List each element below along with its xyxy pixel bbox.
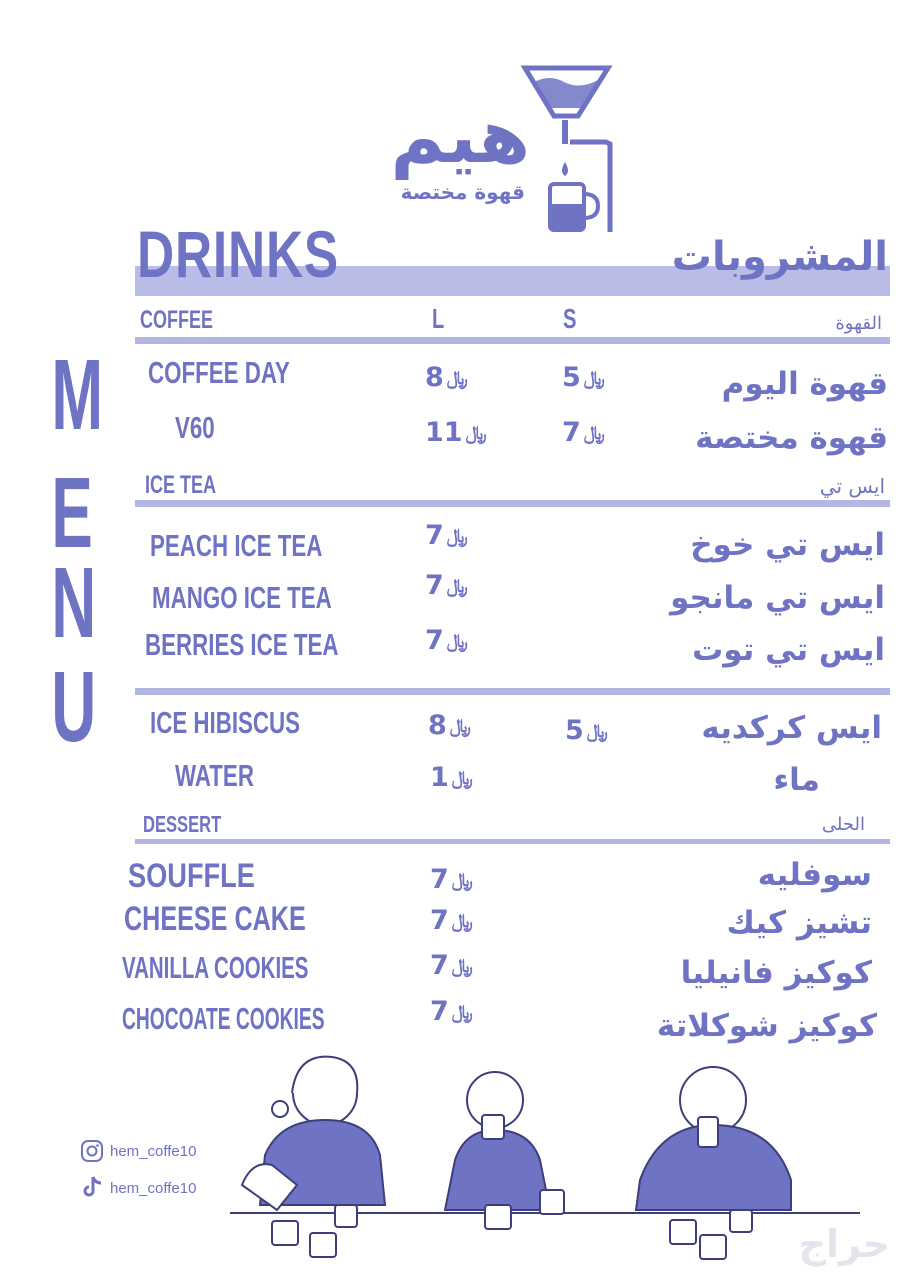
dessert-label: DESSERT <box>143 811 222 837</box>
dessert-label-ar: الحلى <box>821 814 865 835</box>
tiktok-handle: hem_coffe10 <box>110 1180 197 1197</box>
price-large: 8 ﷼ <box>425 362 468 393</box>
item-name-en: BERRIES ICE TEA <box>145 627 339 662</box>
item-name-en: CHOCOATE COOKIES <box>122 1001 325 1036</box>
others-divider <box>135 688 890 695</box>
item-name-ar: تشيز كيك <box>726 905 872 941</box>
menu-letter-e: E <box>51 457 93 569</box>
item-name-ar: سوفليه <box>757 857 872 893</box>
price-large: 8 ﷼ <box>428 710 471 741</box>
coffee-divider <box>135 337 890 344</box>
col-l-header: L <box>432 303 445 334</box>
price: 7 ﷼ <box>425 625 468 656</box>
price-small: 7 ﷼ <box>562 417 605 448</box>
coffee-filter-icon <box>520 64 620 239</box>
menu-letter-u: U <box>51 651 97 763</box>
ice-tea-label-ar: ايس تي <box>819 474 885 498</box>
item-name-en: ICE HIBISCUS <box>150 705 301 740</box>
menu-letter-n: N <box>51 547 97 659</box>
item-name-en: PEACH ICE TEA <box>150 528 323 563</box>
price: 7 ﷼ <box>430 905 473 936</box>
menu-letter-m: M <box>51 339 104 451</box>
item-name-en: WATER <box>175 758 254 793</box>
price-small: 5 ﷼ <box>562 362 605 393</box>
item-name-ar: كوكيز فانيليا <box>680 955 872 991</box>
item-name-ar: ايس كركديه <box>701 710 882 746</box>
dessert-divider <box>135 839 890 844</box>
item-name-en: COFFEE DAY <box>148 355 290 390</box>
col-s-header: S <box>563 303 577 334</box>
price-small: 5 ﷼ <box>565 715 608 746</box>
person-barista <box>242 1057 385 1210</box>
item-name-ar: ماء <box>773 762 820 798</box>
item-name-en: CHEESE CAKE <box>124 900 306 938</box>
item-name-ar: قهوة اليوم <box>721 366 888 402</box>
item-name-en: SOUFFLE <box>128 857 255 895</box>
item-name-ar: ايس تي مانجو <box>670 580 885 616</box>
drinks-title-ar: المشروبات <box>671 234 888 280</box>
price: 7 ﷼ <box>430 996 473 1027</box>
price: 7 ﷼ <box>430 950 473 981</box>
price-large: 11 ﷼ <box>425 417 487 448</box>
person-drinking <box>445 1072 550 1210</box>
price: 7 ﷼ <box>425 570 468 601</box>
item-name-ar: ايس تي توت <box>692 632 885 668</box>
item-name-ar: قهوة مختصة <box>695 420 888 456</box>
tiktok-icon <box>82 1175 104 1199</box>
price: 7 ﷼ <box>425 520 468 551</box>
logo-tagline: قهوة مختصة <box>400 180 525 204</box>
coffee-label: COFFEE <box>140 306 214 334</box>
logo-name: هيم <box>390 94 530 180</box>
item-name-en: MANGO ICE TEA <box>152 580 332 615</box>
coffee-label-ar: القهوة <box>835 313 882 334</box>
item-name-en: V60 <box>175 410 215 445</box>
ice-tea-label: ICE TEA <box>145 471 217 499</box>
item-name-en: VANILLA COOKIES <box>122 950 309 985</box>
drinks-title: DRINKS <box>137 217 340 291</box>
ice-tea-divider <box>135 500 890 507</box>
person-phone <box>636 1067 791 1210</box>
watermark: حراج <box>798 1222 890 1266</box>
price: 1 ﷼ <box>430 762 473 793</box>
item-name-ar: كوكيز شوكلاتة <box>656 1008 877 1044</box>
item-name-ar: ايس تي خوخ <box>690 527 885 563</box>
price: 7 ﷼ <box>430 864 473 895</box>
instagram-handle: hem_coffe10 <box>110 1143 197 1160</box>
instagram-icon <box>80 1139 104 1163</box>
